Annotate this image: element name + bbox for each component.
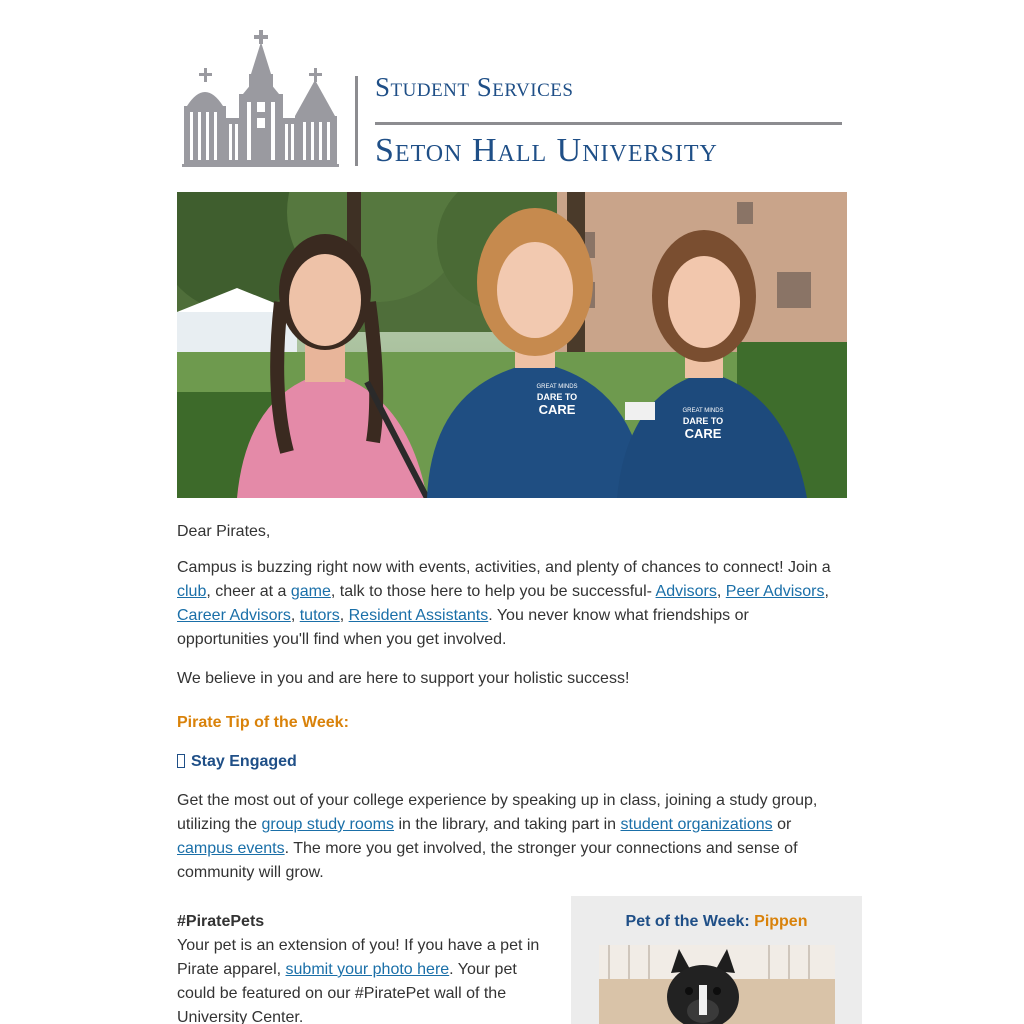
- intro-text-2: , cheer at a: [206, 583, 291, 600]
- shirt-small-text: GREAT MINDS: [536, 384, 578, 390]
- shirt2-text-line2: CARE: [684, 426, 722, 441]
- intro-text-4: . You never know what friendships or opportunities you'll find when you get involved.: [177, 607, 749, 648]
- logo-student-services: Student Services: [375, 72, 574, 102]
- dog-photo-illustration: [599, 945, 835, 1024]
- pet-of-the-week-card: [571, 896, 862, 1024]
- intro-sep-1: ,: [716, 583, 726, 600]
- logo-rule: [375, 122, 842, 125]
- pirate-pets-body: [177, 934, 557, 1024]
- shirt-text-line2: CARE: [538, 402, 576, 417]
- campus-events-link[interactable]: campus events: [177, 840, 285, 857]
- pets-text-1: Your pet is an extension of you! If you have a pet in Pirate apparel,: [177, 937, 540, 978]
- hero-photo: [177, 192, 847, 498]
- intro-text-1: Campus is buzzing right now with events, activities, and plenty of chances to connect! Join a: [177, 559, 831, 576]
- students-photo-illustration: [177, 192, 847, 498]
- intro-text-3: , talk to those here to help you be successful-: [330, 583, 656, 600]
- tip-text-1: Get the most out of your college experience by speaking up in class, joining a study group, utilizing the: [177, 792, 818, 833]
- shirt2-text-line1: DARE TO: [682, 416, 724, 426]
- logo-divider: [355, 76, 358, 166]
- tip-text-2: in the library, and taking part in: [394, 816, 621, 833]
- tip-bullet-icon: [177, 754, 185, 768]
- pets-text-2: . Your pet could be featured on our #PiratePet wall of the University Center.: [177, 961, 517, 1024]
- group-study-rooms-link[interactable]: group study rooms: [261, 816, 395, 833]
- shirt2-small-text: GREAT MINDS: [682, 408, 724, 414]
- submit-photo-link[interactable]: submit your photo here: [285, 961, 450, 978]
- tip-title-text: Stay Engaged: [191, 753, 297, 770]
- intro-sep-4: ,: [339, 607, 349, 624]
- logo-university-name: Seton Hall University: [375, 132, 718, 169]
- tip-title: [177, 750, 842, 774]
- tip-text-4: . The more you get involved, the stronger your connections and sense of community will grow.: [177, 840, 798, 881]
- tip-body: [177, 789, 842, 885]
- pet-name: Pippen: [754, 913, 808, 930]
- student-services-logo: [177, 26, 847, 176]
- support-paragraph: We believe in you and are here to support your holistic success!: [177, 670, 630, 687]
- advisors-link[interactable]: Advisors: [655, 583, 717, 600]
- tutors-link[interactable]: tutors: [299, 607, 340, 624]
- pet-of-week-title: [571, 912, 862, 932]
- church-logo-icon: [177, 26, 347, 176]
- club-link[interactable]: club: [177, 583, 207, 600]
- intro-paragraph: [177, 556, 842, 652]
- greeting: Dear Pirates,: [177, 523, 271, 540]
- pirate-tip-heading: Pirate Tip of the Week:: [177, 714, 349, 731]
- resident-assistants-link[interactable]: Resident Assistants: [348, 607, 489, 624]
- student-organizations-link[interactable]: student organizations: [620, 816, 773, 833]
- peer-advisors-link[interactable]: Peer Advisors: [725, 583, 825, 600]
- intro-sep-3: ,: [290, 607, 300, 624]
- intro-sep-2: ,: [824, 583, 829, 600]
- pet-of-week-label: Pet of the Week:: [625, 913, 755, 930]
- shirt-text-line1: DARE TO: [536, 392, 578, 402]
- game-link[interactable]: game: [290, 583, 331, 600]
- career-advisors-link[interactable]: Career Advisors: [177, 607, 291, 624]
- pirate-pets-heading: #PiratePets: [177, 913, 265, 930]
- tip-text-3: or: [772, 816, 792, 833]
- pet-photo: [599, 945, 835, 1024]
